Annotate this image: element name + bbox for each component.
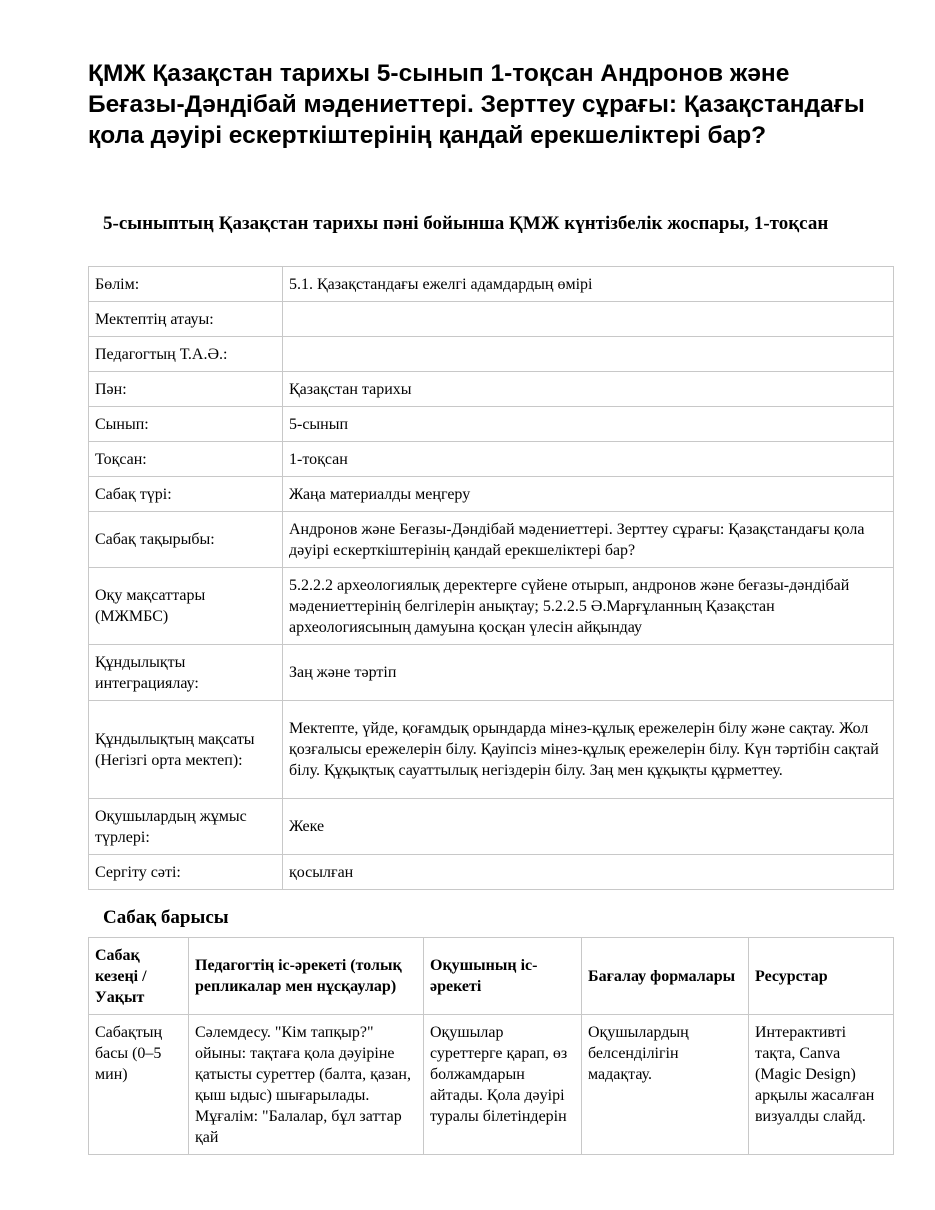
table-row [89, 645, 894, 701]
row-value: 1-тоқсан [283, 442, 894, 477]
table-row [89, 407, 894, 442]
row-value: 5.1. Қазақстандағы ежелгі адамдардың өмірі [283, 267, 894, 302]
table-row [89, 701, 894, 799]
row-label: Құндылықты интеграциялау: [89, 645, 283, 701]
row-label: Пән: [89, 372, 283, 407]
column-header-assessment: Бағалау формалары [582, 938, 749, 1015]
table-row [89, 568, 894, 645]
row-label: Мектептің атауы: [89, 302, 283, 337]
lesson-info-table [88, 266, 894, 890]
lesson-progress-table [88, 937, 894, 1155]
row-value: Андронов және Беғазы-Дәндібай мәдениеттері. Зерттеу сұрағы: Қазақстандағы қола дәуірі ескерткіштерінің қандай ерекшеліктері бар? [283, 512, 894, 568]
table-row [89, 1015, 894, 1155]
plan-heading: 5-сыныптың Қазақстан тарихы пәні бойынша ҚМЖ күнтізбелік жоспары, 1-тоқсан [103, 213, 829, 234]
column-header-stage: Сабақ кезеңі / Уақыт [89, 938, 189, 1015]
cell-stage [89, 1015, 189, 1155]
row-value: Жаңа материалды меңгеру [283, 477, 894, 512]
cell-resources [749, 1015, 894, 1155]
table-row [89, 855, 894, 890]
table-row [89, 442, 894, 477]
cell-text: Сәлемдесу. "Кім тапқыр?" ойыны: тақтаға қола дәуіріне қатысты суреттер (балта, қазан, қыш ыдыс) шығарылады. Мұғалім: "Балалар, бұл заттар қай [195, 1024, 411, 1146]
row-label: Оқушылардың жұмыс түрлері: [89, 799, 283, 855]
cell-text: Оқушылар суреттерге қарап, өз болжамдарын айтады. Қола дәуірі туралы білетіндерін [430, 1024, 568, 1125]
cell-assessment [582, 1015, 749, 1155]
row-label: Сабақ тақырыбы: [89, 512, 283, 568]
column-header-resources: Ресурстар [749, 938, 894, 1015]
cell-text: Интерактивті тақта, Canva (Magic Design) арқылы жасалған визуалды слайд. [755, 1024, 875, 1125]
table-row [89, 512, 894, 568]
row-label: Сабақ түрі: [89, 477, 283, 512]
table-row [89, 477, 894, 512]
row-value: 5.2.2.2 археологиялық деректерге сүйене отырып, андронов және беғазы-дәндібай мәдениеттерінің белгілерін анықтау; 5.2.2.5 Ә.Марғұланның Қазақстан археологиясының дамуына қосқан үлесін айқындау [283, 568, 894, 645]
document-title: ҚМЖ Қазақстан тарихы 5-сынып 1-тоқсан Андронов және Беғазы-Дәндібай мәдениеттері. Зерттеу сұрағы: Қазақстандағы қола дәуірі ескерткіштерінің қандай ерекшеліктері бар? [88, 60, 865, 149]
row-value: Мектепте, үйде, қоғамдық орындарда мінез-құлық ережелерін білу және сақтау. Жол қозғалысы ережелерін білу. Қауіпсіз мінез-құлық ережелерін білу. Күн тәртібін сақтай білу. Құқықтық сауаттылық негіздерін білу. Заң мен құқықты құрметтеу. [283, 701, 894, 799]
table-row [89, 267, 894, 302]
row-value: Қазақстан тарихы [283, 372, 894, 407]
table-row [89, 302, 894, 337]
table-header-row [89, 938, 894, 1015]
cell-text: Оқушылардың белсенділігін мадақтау. [588, 1024, 689, 1083]
cell-teacher-activity [189, 1015, 424, 1155]
row-label: Сергіту сәті: [89, 855, 283, 890]
row-value [283, 337, 894, 372]
row-value: қосылған [283, 855, 894, 890]
row-label: Тоқсан: [89, 442, 283, 477]
table-row [89, 372, 894, 407]
row-label: Сынып: [89, 407, 283, 442]
row-value [283, 302, 894, 337]
table-row [89, 799, 894, 855]
row-label: Бөлім: [89, 267, 283, 302]
column-header-teacher-activity: Педагогтің іс-әрекеті (толық репликалар мен нұсқаулар) [189, 938, 424, 1015]
row-label: Педагогтың Т.А.Ә.: [89, 337, 283, 372]
lesson-progress-heading: Сабақ барысы [103, 907, 229, 928]
cell-text: Сабақтың басы (0–5 мин) [95, 1024, 163, 1083]
row-value: Заң және тәртіп [283, 645, 894, 701]
row-label: Оқу мақсаттары (МЖМБС) [89, 568, 283, 645]
row-label: Құндылықтың мақсаты (Негізгі орта мектеп): [89, 701, 283, 799]
row-value: 5-сынып [283, 407, 894, 442]
table-row [89, 337, 894, 372]
row-value: Жеке [283, 799, 894, 855]
column-header-student-activity: Оқушының іс-әрекеті [424, 938, 582, 1015]
cell-student-activity [424, 1015, 582, 1155]
